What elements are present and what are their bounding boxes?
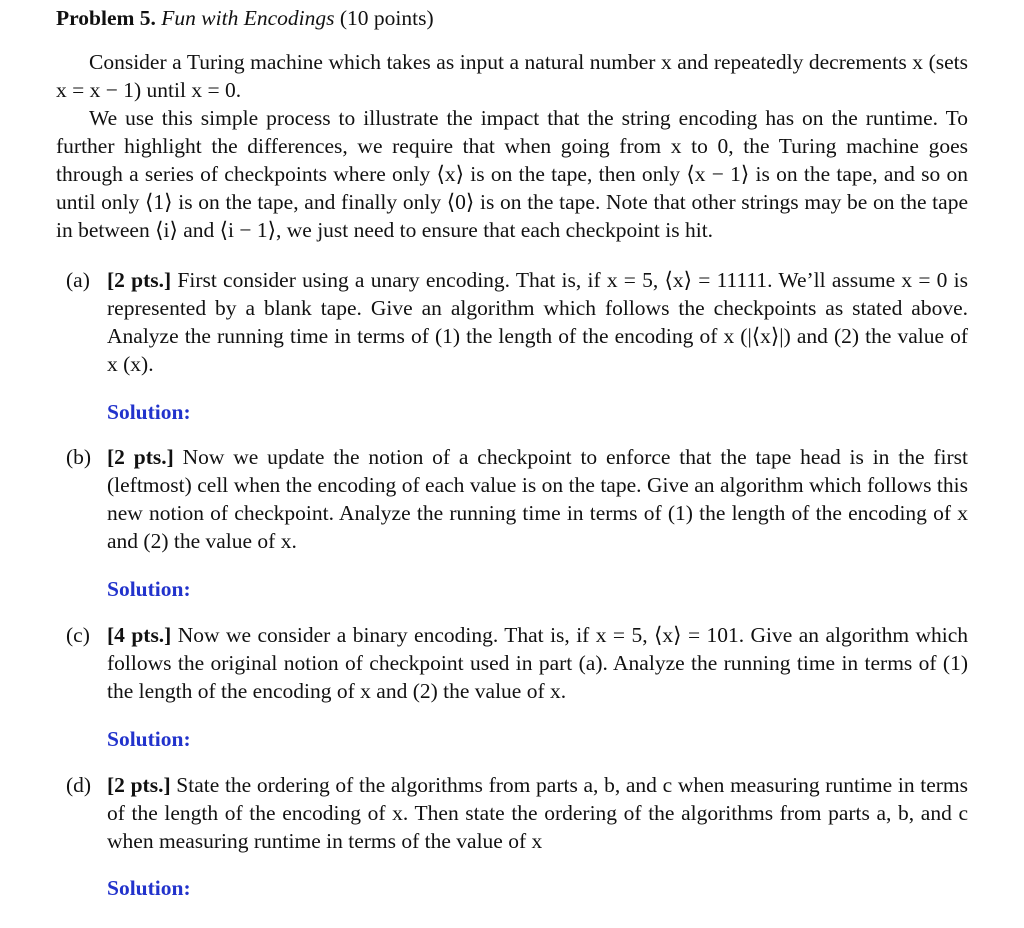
part-a-label: (a) [66, 268, 90, 292]
part-b-text: Now we update the notion of a checkpoint to enforce that the tape head is in the first (leftmost) cell when the encoding of each value is on the tape. Give an algorithm which follows this new notion of checkpoint. Analyze the running time in terms of (1) the length of the encoding of x and (2) the value of x. [107, 445, 968, 553]
problem-points: (10 points) [339, 6, 434, 30]
part-a-text: First consider using a unary encoding. That is, if x = 5, ⟨x⟩ = 11111. We’ll assume x = 0 is represented by a blank tape. Give an algorithm which follows the checkpoints as stated above. Analyze the running time in terms of (1) the length of the encoding of x (|⟨x⟩|) and (2) the value of x (x). [107, 268, 968, 376]
part-d-points: [2 pts.] [107, 773, 171, 797]
part-b-solution-label: Solution: [107, 577, 191, 601]
part-a-points: [2 pts.] [107, 268, 172, 292]
intro-paragraphs [56, 48, 968, 244]
part-d-label: (d) [66, 773, 92, 797]
part-d-solution-label: Solution: [107, 876, 191, 900]
part-c-text: Now we consider a binary encoding. That is, if x = 5, ⟨x⟩ = 101. Give an algorithm which follows the original notion of checkpoint used in part (a). Analyze the running time in terms of (1) the length of the encoding of x and (2) the value of x. [107, 623, 968, 703]
part-c-solution-label: Solution: [107, 727, 191, 751]
part-d-body [107, 771, 968, 855]
part-b-points: [2 pts.] [107, 445, 174, 469]
part-c-label: (c) [66, 623, 90, 647]
part-d-text: State the ordering of the algorithms from parts a, b, and c when measuring runtime in terms of the length of the encoding of x. Then state the ordering of the algorithms from parts a, b, and c when measuring runtime in terms of the value of x [107, 773, 969, 853]
part-b-body [107, 443, 968, 555]
problem-title: Fun with Encodings [161, 6, 335, 30]
part-a-solution-label: Solution: [107, 400, 191, 424]
intro-paragraph-2: We use this simple process to illustrate the impact that the string encoding has on the runtime. To further highlight the differences, we require that when going from x to 0, the Turing machine goes through a series of checkpoints where only ⟨x⟩ is on the tape, then only ⟨x − 1⟩ is on the tape, and so on until only ⟨1⟩ is on the tape, and finally only ⟨0⟩ is on the tape. Note that other strings may be on the tape in between ⟨i⟩ and ⟨i − 1⟩, we just need to ensure that each checkpoint is hit. [56, 106, 968, 242]
intro-paragraph-1: Consider a Turing machine which takes as input a natural number x and repeatedly decrements x (sets x = x − 1) until x = 0. [56, 50, 968, 102]
problem-number: Problem 5. [56, 6, 156, 30]
problem-header [56, 4, 434, 32]
part-c-points: [4 pts.] [107, 623, 172, 647]
part-b-label: (b) [66, 445, 92, 469]
part-c-body [107, 621, 968, 705]
part-a-body [107, 266, 968, 378]
